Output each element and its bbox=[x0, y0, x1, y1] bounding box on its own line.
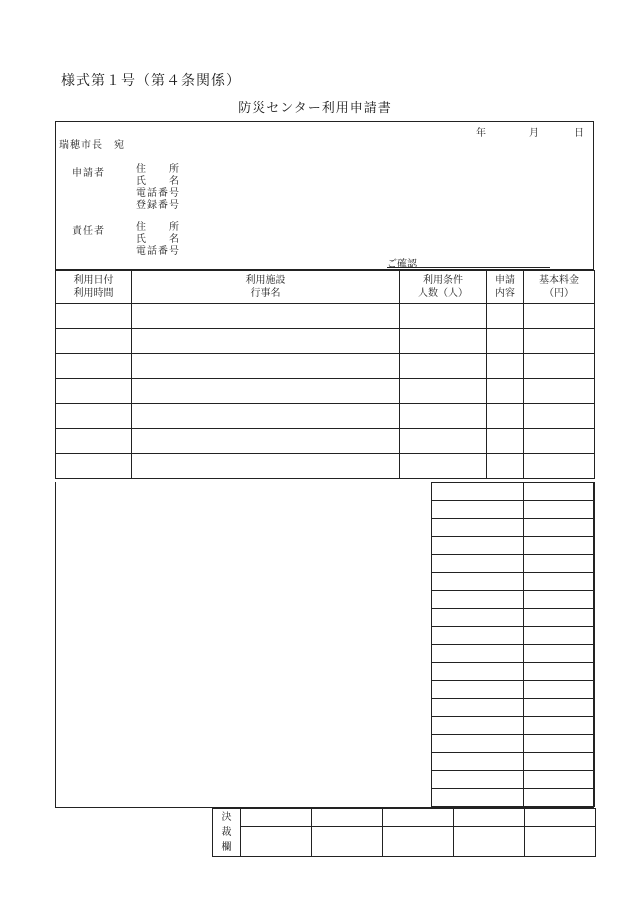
cell-content bbox=[487, 304, 524, 329]
grid-cell bbox=[524, 591, 595, 609]
cell-content bbox=[487, 354, 524, 379]
approval-cell bbox=[525, 827, 596, 857]
cell-date-time bbox=[56, 379, 132, 404]
grid-cell bbox=[524, 627, 595, 645]
table-row bbox=[56, 379, 595, 404]
cell-fee bbox=[524, 304, 595, 329]
grid-cell bbox=[524, 483, 595, 501]
grid-cell bbox=[432, 519, 524, 537]
applicant-registration-label: 登録番号 bbox=[136, 200, 180, 211]
cell-people bbox=[400, 429, 487, 454]
approval-cell bbox=[383, 827, 454, 857]
grid-row bbox=[432, 717, 595, 735]
grid-row bbox=[432, 573, 595, 591]
grid-row bbox=[432, 519, 595, 537]
cell-facility-event bbox=[132, 429, 400, 454]
applicant-phone-label: 電話番号 bbox=[136, 188, 180, 199]
cell-people bbox=[400, 379, 487, 404]
applicant-fields bbox=[136, 164, 180, 212]
cell-facility-event bbox=[132, 304, 400, 329]
grid-cell bbox=[524, 771, 595, 789]
cell-fee bbox=[524, 329, 595, 354]
cell-date-time bbox=[56, 304, 132, 329]
fee-breakdown-grid bbox=[431, 482, 595, 807]
confirmation-label: ご確認 bbox=[387, 259, 417, 270]
grid-cell bbox=[524, 537, 595, 555]
grid-cell bbox=[524, 663, 595, 681]
grid-cell bbox=[432, 627, 524, 645]
cell-people bbox=[400, 404, 487, 429]
responsible-fields bbox=[136, 222, 180, 258]
cell-fee bbox=[524, 454, 595, 479]
grid-row bbox=[432, 753, 595, 771]
grid-row bbox=[432, 735, 595, 753]
col-header-application-content: 申請 内容 bbox=[487, 271, 524, 304]
responsible-name-label: 氏 名 bbox=[136, 234, 180, 245]
date-year-label: 年 bbox=[476, 128, 487, 139]
cell-people bbox=[400, 304, 487, 329]
table-row bbox=[56, 404, 595, 429]
grid-cell bbox=[524, 555, 595, 573]
cell-fee bbox=[524, 429, 595, 454]
cell-content bbox=[487, 429, 524, 454]
grid-row bbox=[432, 609, 595, 627]
grid-cell bbox=[432, 483, 524, 501]
confirmation-line bbox=[387, 255, 550, 268]
grid-cell bbox=[524, 573, 595, 591]
grid-cell bbox=[432, 573, 524, 591]
cell-content bbox=[487, 329, 524, 354]
grid-cell bbox=[432, 681, 524, 699]
grid-row bbox=[432, 627, 595, 645]
approval-cell bbox=[241, 809, 312, 827]
grid-cell bbox=[524, 717, 595, 735]
usage-table bbox=[55, 270, 595, 479]
grid-cell bbox=[524, 645, 595, 663]
grid-cell bbox=[524, 681, 595, 699]
approval-label: 決裁欄 bbox=[213, 809, 241, 857]
grid-row bbox=[432, 591, 595, 609]
table-row bbox=[56, 454, 595, 479]
cell-people bbox=[400, 354, 487, 379]
grid-cell bbox=[524, 501, 595, 519]
approval-cell bbox=[383, 809, 454, 827]
date-month-label: 月 bbox=[529, 128, 540, 139]
usage-table-header bbox=[56, 271, 595, 304]
table-row bbox=[56, 329, 595, 354]
table-row bbox=[56, 429, 595, 454]
grid-row bbox=[432, 645, 595, 663]
approval-row bbox=[213, 809, 596, 827]
grid-cell bbox=[432, 609, 524, 627]
grid-cell bbox=[432, 735, 524, 753]
grid-row bbox=[432, 663, 595, 681]
grid-cell bbox=[432, 771, 524, 789]
grid-row bbox=[432, 555, 595, 573]
cell-content bbox=[487, 454, 524, 479]
col-header-facility-event: 利用施設 行事名 bbox=[132, 271, 400, 304]
cell-fee bbox=[524, 354, 595, 379]
applicant-name-label: 氏 名 bbox=[136, 176, 180, 187]
cell-date-time bbox=[56, 329, 132, 354]
cell-fee bbox=[524, 404, 595, 429]
approval-cell bbox=[312, 809, 383, 827]
applicant-address-label: 住 所 bbox=[136, 164, 180, 175]
cell-content bbox=[487, 404, 524, 429]
cell-content bbox=[487, 379, 524, 404]
grid-cell bbox=[432, 591, 524, 609]
cell-facility-event bbox=[132, 379, 400, 404]
grid-row bbox=[432, 501, 595, 519]
cell-date-time bbox=[56, 454, 132, 479]
responsible-address-label: 住 所 bbox=[136, 222, 180, 233]
grid-cell bbox=[432, 699, 524, 717]
cell-date-time bbox=[56, 354, 132, 379]
grid-cell bbox=[432, 753, 524, 771]
col-header-basic-fee: 基本料金 （円） bbox=[524, 271, 595, 304]
approval-cell bbox=[454, 809, 525, 827]
grid-cell bbox=[432, 537, 524, 555]
grid-cell bbox=[432, 717, 524, 735]
grid-cell bbox=[524, 735, 595, 753]
grid-row bbox=[432, 789, 595, 807]
cell-facility-event bbox=[132, 454, 400, 479]
approval-cell bbox=[241, 827, 312, 857]
approval-row bbox=[213, 827, 596, 857]
approval-cell bbox=[525, 809, 596, 827]
grid-row bbox=[432, 699, 595, 717]
approval-cell bbox=[454, 827, 525, 857]
cell-facility-event bbox=[132, 404, 400, 429]
grid-row bbox=[432, 483, 595, 501]
grid-row bbox=[432, 681, 595, 699]
grid-cell bbox=[432, 555, 524, 573]
cell-people bbox=[400, 454, 487, 479]
cell-fee bbox=[524, 379, 595, 404]
table-row bbox=[56, 354, 595, 379]
grid-cell bbox=[432, 501, 524, 519]
col-header-date-time: 利用日付 利用時間 bbox=[56, 271, 132, 304]
grid-row bbox=[432, 771, 595, 789]
responsible-label: 責任者 bbox=[72, 226, 105, 237]
cell-date-time bbox=[56, 429, 132, 454]
grid-cell bbox=[432, 663, 524, 681]
grid-cell bbox=[524, 699, 595, 717]
cell-facility-event bbox=[132, 354, 400, 379]
table-row bbox=[56, 304, 595, 329]
grid-cell bbox=[432, 789, 524, 807]
form-number-label: 様式第１号（第４条関係） bbox=[61, 73, 241, 89]
grid-cell bbox=[524, 789, 595, 807]
responsible-phone-label: 電話番号 bbox=[136, 246, 180, 257]
grid-cell bbox=[432, 645, 524, 663]
applicant-label: 申請者 bbox=[72, 168, 105, 179]
cell-people bbox=[400, 329, 487, 354]
approval-cell bbox=[312, 827, 383, 857]
document-title: 防災センター利用申請書 bbox=[238, 101, 392, 116]
cell-facility-event bbox=[132, 329, 400, 354]
cell-date-time bbox=[56, 404, 132, 429]
grid-row bbox=[432, 537, 595, 555]
date-day-label: 日 bbox=[574, 128, 585, 139]
approval-table bbox=[212, 808, 596, 857]
grid-cell bbox=[524, 753, 595, 771]
addressee: 瑞穂市長 宛 bbox=[59, 140, 125, 151]
col-header-conditions-people: 利用条件 人数（人） bbox=[400, 271, 487, 304]
grid-cell bbox=[524, 519, 595, 537]
grid-cell bbox=[524, 609, 595, 627]
